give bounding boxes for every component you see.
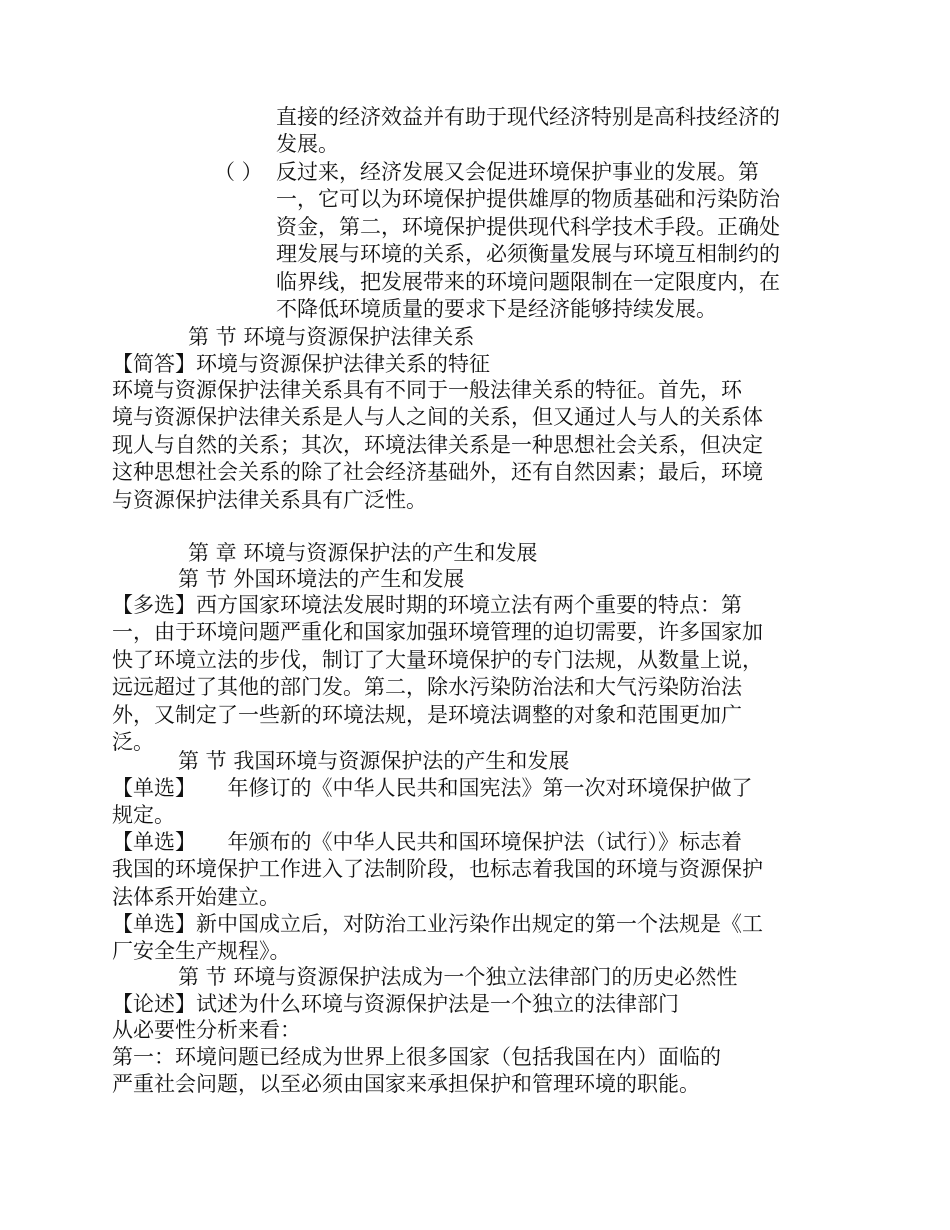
text-line: 第一：环境问题已经成为世界上很多国家（包括我国在内）面临的 bbox=[112, 1045, 721, 1069]
section-heading: 第 节 外国环境法的产生和发展 bbox=[178, 567, 465, 591]
text-line: 发展。 bbox=[276, 132, 339, 157]
text-line: 【单选】新中国成立后，对防治工业污染作出规定的第一个法规是《工 bbox=[112, 912, 763, 936]
text-line: 资金，第二，环境保护提供现代科学技术手段。正确处 bbox=[276, 214, 780, 239]
chapter-heading: 第 章 环境与资源保护法的产生和发展 bbox=[188, 541, 538, 565]
text-line: 法体系开始建立。 bbox=[112, 884, 280, 909]
answer-paragraph bbox=[112, 377, 842, 514]
question-heading: 【论述】试述为什么环境与资源保护法是一个独立的法律部门 bbox=[112, 992, 679, 1016]
text-line: 快了环境立法的步伐，制订了大量环境保护的专门法规，从数量上说， bbox=[112, 647, 763, 672]
text-line: 【单选】 年颁布的《中华人民共和国环境保护法（试行）》标志着 bbox=[112, 830, 742, 854]
text-line: 泛。 bbox=[112, 730, 154, 755]
text-line: 【单选】 年修订的《中华人民共和国宪法》第一次对环境保护做了 bbox=[112, 776, 753, 800]
list-item-text bbox=[276, 159, 842, 323]
text-line: 规定。 bbox=[112, 803, 175, 828]
section-heading: 第 节 我国环境与资源保护法的产生和发展 bbox=[178, 749, 570, 773]
text-line: 这种思想社会关系的除了社会经济基础外，还有自然因素；最后，环境 bbox=[112, 460, 763, 485]
question-paragraph bbox=[112, 829, 842, 911]
section-heading: 第 节 环境与资源保护法律关系 bbox=[188, 325, 475, 349]
answer-line: 从必要性分析来看： bbox=[112, 1018, 301, 1042]
text-line: 反过来，经济发展又会促进环境保护事业的发展。第 bbox=[276, 160, 759, 184]
item-marker: （ ） bbox=[214, 160, 263, 184]
text-line: 严重社会问题，以至必须由国家来承担保护和管理环境的职能。 bbox=[112, 1072, 700, 1097]
question-heading: 【简答】环境与资源保护法律关系的特征 bbox=[112, 352, 490, 376]
continuation-text bbox=[276, 104, 842, 159]
text-line: 远远超过了其他的部门发。第二，除水污染防治法和大气污染防治法 bbox=[112, 675, 742, 700]
text-line: 与资源保护法律关系具有广泛性。 bbox=[112, 487, 427, 512]
text-line: 理发展与环境的关系，必须衡量发展与环境互相制约的 bbox=[276, 242, 780, 267]
question-paragraph bbox=[112, 775, 842, 830]
text-line: 外，又制定了一些新的环境法规，是环境法调整的对象和范围更加广 bbox=[112, 702, 742, 727]
text-line: 不降低环境质量的要求下是经济能够持续发展。 bbox=[276, 297, 717, 322]
text-line: 厂安全生产规程》。 bbox=[112, 939, 291, 964]
section-heading: 第 节 环境与资源保护法成为一个独立法律部门的历史必然性 bbox=[178, 965, 738, 989]
text-line: 【多选】西方国家环境法发展时期的环境立法有两个重要的特点：第 bbox=[112, 593, 742, 617]
text-line: 现人与自然的关系；其次，环境法律关系是一种思想社会关系，但决定 bbox=[112, 432, 763, 457]
text-line: 一，由于环境问题严重化和国家加强环境管理的迫切需要，许多国家加 bbox=[112, 620, 763, 645]
question-paragraph bbox=[112, 592, 842, 756]
text-line: 直接的经济效益并有助于现代经济特别是高科技经济的 bbox=[276, 105, 780, 129]
text-line: 境与资源保护法律关系是人与人之间的关系，但又通过人与人的关系体 bbox=[112, 405, 763, 430]
text-line: 一，它可以为环境保护提供雄厚的物质基础和污染防治 bbox=[276, 187, 780, 212]
text-line: 我国的环境保护工作进入了法制阶段，也标志着我国的环境与资源保护 bbox=[112, 857, 763, 882]
question-paragraph bbox=[112, 911, 842, 966]
text-line: 环境与资源保护法律关系具有不同于一般法律关系的特征。首先，环 bbox=[112, 378, 742, 402]
text-line: 临界线，把发展带来的环境问题限制在一定限度内，在 bbox=[276, 269, 780, 294]
answer-paragraph bbox=[112, 1044, 842, 1099]
